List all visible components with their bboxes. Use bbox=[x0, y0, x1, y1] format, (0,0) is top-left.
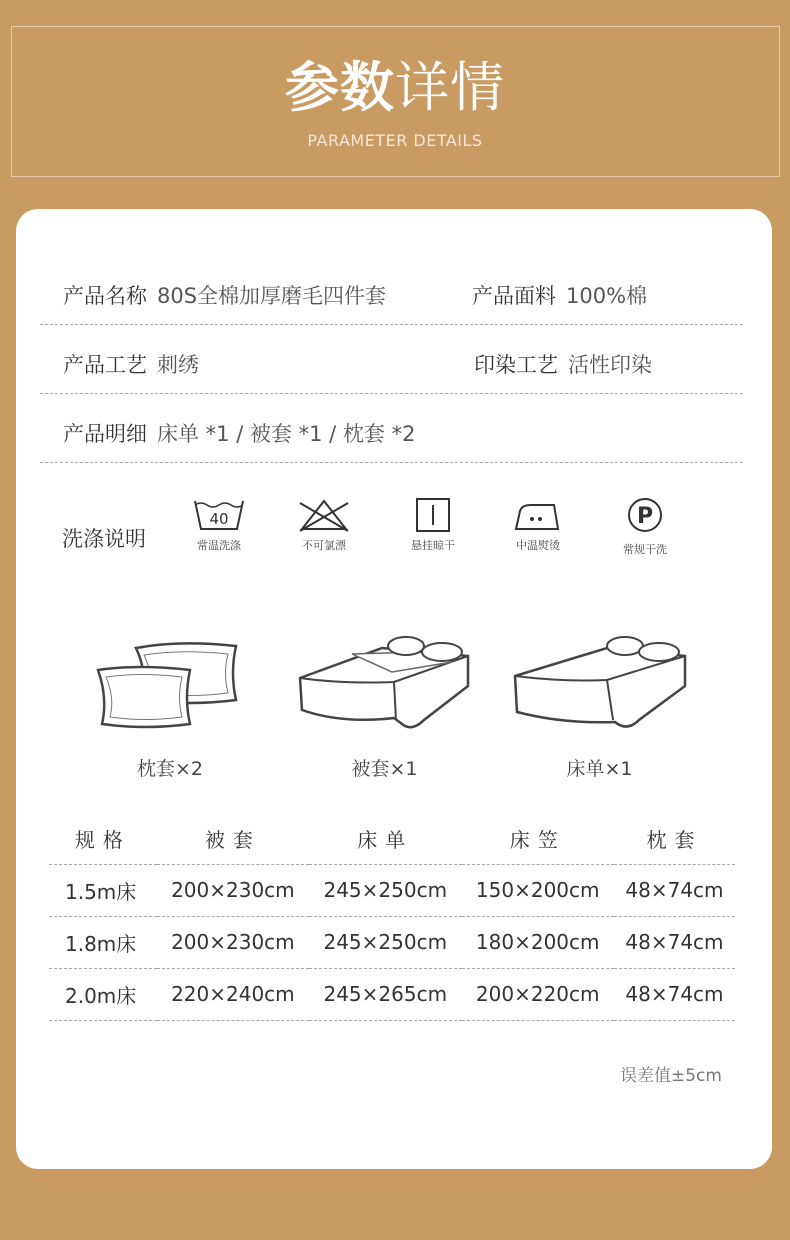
hang-dry-icon bbox=[405, 497, 461, 533]
table-cell: 48×74cm bbox=[614, 916, 735, 968]
table-header: 床单 bbox=[309, 814, 461, 864]
product-craft bbox=[63, 349, 199, 379]
product-craft-value: 刺绣 bbox=[157, 353, 199, 377]
wash-item-dry bbox=[388, 497, 478, 553]
table-cell: 48×74cm bbox=[614, 968, 735, 1020]
wash-caption: 悬挂晾干 bbox=[411, 539, 455, 552]
table-header-row bbox=[49, 814, 735, 864]
title-bold: 参数 bbox=[285, 56, 395, 119]
wash-item-dryclean bbox=[600, 497, 690, 557]
dryclean-letter: P bbox=[636, 504, 654, 529]
product-sheet bbox=[507, 628, 692, 780]
product-dye-value: 活性印染 bbox=[568, 353, 652, 377]
product-fabric-label: 产品面料 bbox=[472, 284, 556, 308]
table-header: 枕套 bbox=[614, 814, 735, 864]
wash-item-iron bbox=[493, 497, 583, 553]
table-cell: 180×200cm bbox=[462, 916, 614, 968]
product-caption: 枕套×2 bbox=[136, 758, 203, 780]
page-title bbox=[0, 56, 790, 120]
wash-caption: 中温熨烫 bbox=[516, 539, 560, 552]
product-dye-label: 印染工艺 bbox=[474, 353, 558, 377]
product-duvet bbox=[292, 628, 477, 780]
table-cell: 2.0m床 bbox=[49, 968, 157, 1020]
spec-table bbox=[49, 814, 735, 1021]
bed-sheet-icon bbox=[507, 628, 692, 738]
table-row bbox=[49, 916, 735, 968]
product-pillowcase bbox=[90, 628, 250, 780]
product-detail-value: 床单 *1 / 被套 *1 / 枕套 *2 bbox=[157, 422, 416, 446]
product-detail bbox=[63, 418, 415, 448]
table-header: 床笠 bbox=[462, 814, 614, 864]
product-caption: 床单×1 bbox=[566, 758, 633, 780]
wash-caption: 常温洗涤 bbox=[197, 539, 241, 552]
table-cell: 200×230cm bbox=[157, 916, 309, 968]
wash-caption: 常规干洗 bbox=[623, 543, 667, 556]
page-subtitle: PARAMETER DETAILS bbox=[307, 131, 483, 150]
tolerance-note: 误差值±5cm bbox=[620, 1066, 722, 1086]
product-craft-label: 产品工艺 bbox=[63, 353, 147, 377]
table-cell: 1.8m床 bbox=[49, 916, 157, 968]
wash-label: 洗涤说明 bbox=[62, 527, 146, 551]
product-detail-label: 产品明细 bbox=[63, 422, 147, 446]
table-cell: 200×220cm bbox=[462, 968, 614, 1020]
table-cell: 245×250cm bbox=[309, 864, 461, 916]
product-caption: 被套×1 bbox=[351, 758, 418, 780]
duvet-cover-icon bbox=[292, 628, 477, 738]
title-rest: 详情 bbox=[395, 56, 505, 119]
table-cell: 48×74cm bbox=[614, 864, 735, 916]
table-cell: 1.5m床 bbox=[49, 864, 157, 916]
wash-item-bleach bbox=[279, 497, 369, 553]
iron-medium-icon bbox=[510, 497, 566, 533]
table-cell: 220×240cm bbox=[157, 968, 309, 1020]
wash-item-normal bbox=[174, 497, 264, 553]
table-header: 规格 bbox=[49, 814, 157, 864]
product-fabric-value: 100%棉 bbox=[566, 284, 648, 308]
wash-temp-text: 40 bbox=[209, 510, 229, 528]
product-fabric bbox=[472, 280, 647, 310]
dry-clean-p-icon bbox=[617, 497, 673, 537]
table-cell: 200×230cm bbox=[157, 864, 309, 916]
table-header: 被套 bbox=[157, 814, 309, 864]
product-name bbox=[63, 280, 386, 310]
wash-40-icon bbox=[191, 497, 247, 533]
info-row-detail bbox=[40, 394, 743, 463]
table-cell: 245×250cm bbox=[309, 916, 461, 968]
table-cell: 245×265cm bbox=[309, 968, 461, 1020]
table-row bbox=[49, 864, 735, 916]
no-bleach-icon bbox=[296, 497, 352, 533]
product-dye bbox=[474, 349, 652, 379]
wash-caption: 不可氯漂 bbox=[302, 539, 346, 552]
table-cell: 150×200cm bbox=[462, 864, 614, 916]
info-row-craft bbox=[40, 325, 743, 394]
table-row bbox=[49, 968, 735, 1020]
info-row-name bbox=[40, 256, 743, 325]
product-name-label: 产品名称 bbox=[63, 284, 147, 308]
product-name-value: 80S全棉加厚磨毛四件套 bbox=[157, 284, 387, 308]
pillowcase-icon bbox=[90, 628, 250, 738]
